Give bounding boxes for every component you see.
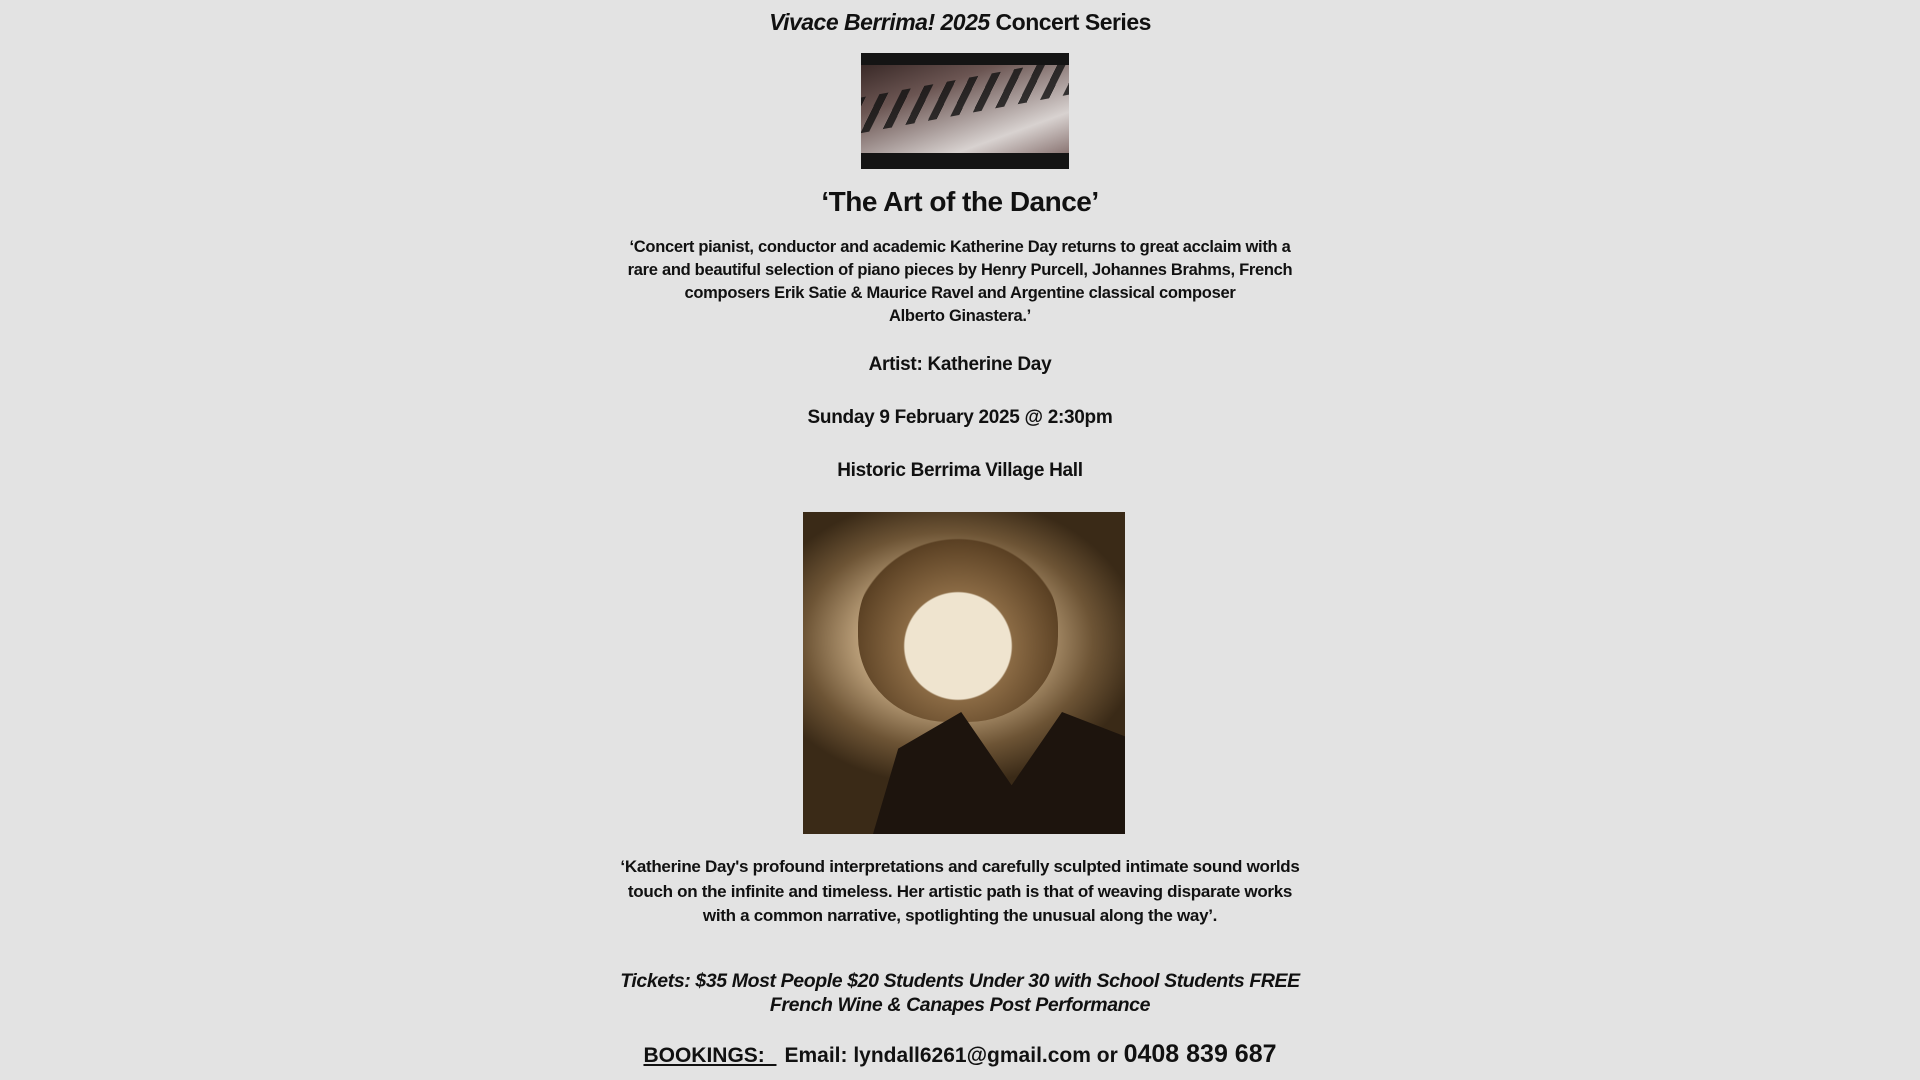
artist-line: Artist: Katherine Day (868, 354, 1052, 375)
bookings-line (0, 1040, 1920, 1069)
piano-keys-image (861, 53, 1069, 169)
series-heading: Vivace Berrima! 2025 Concert Series (769, 9, 1151, 35)
bookings-email[interactable]: Email: lyndall6261@gmail.com or (784, 1044, 1124, 1067)
venue-line: Historic Berrima Village Hall (837, 460, 1083, 481)
ticket-info: Tickets: $35 Most People $20 Students Under 30 with School Students FREE French Wine & Canapes Post Performance (620, 970, 1300, 1016)
artist-quote: ‘Katherine Day's profound interpretations and carefully sculpted intimate sound worlds touch on the infinite and timeless. Her artistic path is that of weaving disparate works with a common narrative, spotlighting the unusual along the way’. (620, 857, 1300, 925)
bookings-phone[interactable]: 0408 839 687 (1123, 1040, 1277, 1068)
artist-portrait (803, 512, 1125, 834)
event-description: ‘Concert pianist, conductor and academic Katherine Day returns to great acclaim with a rare and beautiful selection of piano pieces by Henry Purcell, Johannes Brahms, French composers Erik Satie & Maurice Ravel and Argentine classical composer Alberto Ginastera.’ (627, 238, 1293, 325)
event-title: ‘The Art of the Dance’ (821, 186, 1099, 217)
date-line: Sunday 9 February 2025 @ 2:30pm (807, 407, 1113, 428)
bookings-label: BOOKINGS: (643, 1044, 777, 1067)
